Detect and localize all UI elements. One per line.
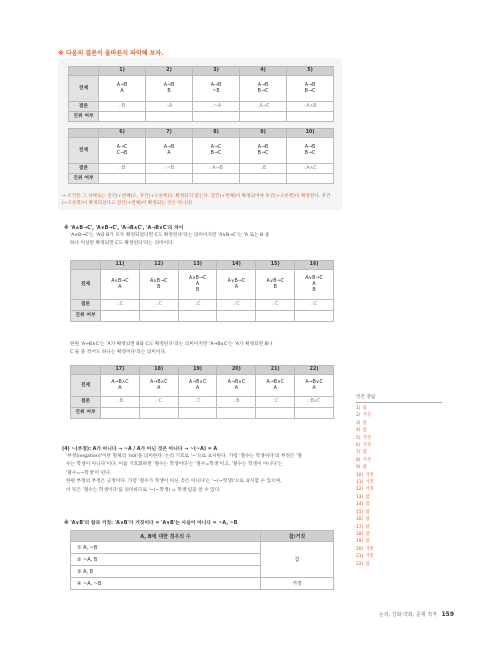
answer-number: 10) (356, 472, 364, 478)
premise-line: A (118, 284, 122, 290)
truth-blank-cell (240, 112, 287, 122)
premise-line: A→C (116, 144, 128, 150)
conclusion-cell: ∴B (99, 164, 146, 174)
conclusion-row (69, 102, 334, 112)
answer-value: 참 (362, 428, 367, 434)
answer-item (356, 427, 442, 434)
answer-number: 9) (356, 465, 361, 471)
table-row (71, 542, 334, 554)
truth-blank-cell (101, 311, 140, 322)
row-label-conclusion: 결론 (71, 397, 101, 408)
truth-row (69, 112, 334, 122)
section-title: ※ 다음의 결론이 올바른지 파악해 보자. (58, 50, 164, 57)
header-cell: 9) (240, 129, 287, 138)
header-cell: 2) (146, 67, 193, 76)
truth-table-or (70, 530, 334, 590)
truth-blank-cell (217, 311, 256, 322)
premise-cell (217, 270, 256, 300)
premise-line: C→B (116, 150, 128, 156)
premise-line: A (273, 385, 277, 391)
answer-value: 참 (365, 524, 370, 530)
conclusion-cell: ∴C (101, 300, 140, 311)
premise-line: A→B∨C (305, 379, 323, 385)
premise-cell (256, 375, 295, 397)
premise-cell (99, 76, 146, 102)
premise-line: B→C (210, 150, 222, 156)
answer-item (356, 464, 442, 471)
truth-blank-cell (99, 112, 146, 122)
premise-cell (99, 138, 146, 164)
answer-value: 거짓 (365, 487, 374, 493)
premise-line: A→B (257, 82, 269, 88)
truth-blank-cell (193, 112, 240, 122)
premise-cell (139, 375, 178, 397)
answer-item (356, 472, 442, 479)
row-label-premise: 전제 (69, 76, 99, 102)
header-corner (69, 67, 99, 76)
answer-item (356, 494, 442, 501)
answer-item (356, 412, 442, 419)
header-cell: 14) (217, 261, 256, 270)
answer-panel-title: 빈칸 정답 (356, 394, 442, 403)
answer-item (356, 501, 442, 508)
answer-item (356, 420, 442, 427)
text-line: 한편 부정의 부정은 긍정이다. 가령 '철수가 학생이 아닌 것은 아니다'는 '~(~학생)'으로 표시할 수 있으며, (66, 479, 282, 485)
header-cell: 19) (178, 366, 217, 375)
answer-value: 참 (365, 502, 370, 508)
conclusion-cell: ∴A∧B (287, 102, 334, 112)
premise-line: A (312, 385, 316, 391)
bullet-title-5: ※ 'A∨B'의 참과 거짓: 'A∨B'가 거짓이다 = 'A∨B'는 사실이 아니다 = ~A, ~B (64, 521, 238, 526)
conclusion-cell: ∴B (101, 397, 140, 408)
premise-row (71, 270, 334, 300)
truth-false-cell: 거짓 (261, 578, 334, 590)
premise-cell (295, 270, 334, 300)
answer-number: 7) (356, 450, 361, 456)
truth-true-cell: 참 (261, 542, 334, 578)
premise-line: A→B (163, 82, 175, 88)
premise-row (71, 375, 334, 397)
text-line: 하나 이상만 확정되면 C도 확정된다'라는 의미이다. (70, 241, 175, 247)
premise-line: B→C (304, 150, 316, 156)
logic-table-1 (68, 66, 334, 122)
answer-value: 거짓 (362, 457, 371, 463)
answer-value: 거짓 (365, 546, 374, 552)
premise-line: A (157, 385, 161, 391)
premise-line: A (120, 88, 124, 94)
row-label-premise: 전제 (69, 138, 99, 164)
premise-cell (217, 375, 256, 397)
premise-cell (101, 375, 140, 397)
answer-item (356, 531, 442, 538)
case-cell: ④ ~A, ~B (71, 578, 261, 590)
conclusion-cell: ∴C (139, 300, 178, 311)
premise-line: B→C (257, 150, 269, 156)
answer-item (356, 479, 442, 486)
conclusion-cell: ∴B (240, 164, 287, 174)
case-cell: ② ~A, B (71, 554, 261, 566)
premise-line: B (273, 284, 277, 290)
row-label-conclusion: 결론 (71, 300, 101, 311)
header-cell: 8) (193, 129, 240, 138)
premise-line: B (157, 284, 161, 290)
premise-line: A (234, 385, 239, 391)
header-cell: 22) (295, 366, 334, 375)
table-header-row (71, 366, 334, 375)
answer-value: 거짓 (362, 413, 371, 419)
answer-value: 참 (362, 420, 367, 426)
answer-value: 거짓 (365, 472, 374, 478)
truth-row (69, 174, 334, 184)
paragraph-3 (70, 341, 350, 358)
answer-number: 1) (356, 406, 361, 411)
premise-cell (146, 138, 193, 164)
header-corner (71, 366, 101, 375)
premise-cell (287, 76, 334, 102)
answer-number: 16) (356, 517, 364, 523)
answer-value: 참 (362, 450, 367, 456)
premise-line: A→C (210, 144, 222, 150)
text-line: 한편 'A→B∧C'는 'A가 확정되면 B와 C도 확정된다'라는 의미이지만 'A→B∨C'는 'A가 확정되면 B나 (70, 342, 273, 347)
premise-line: A (167, 150, 171, 156)
premise-cell (178, 375, 217, 397)
header-cell: 1) (99, 67, 146, 76)
truth-blank-cell (295, 408, 334, 419)
note-conditional: → 조건문 그 자체로는 전건(+번째)도, 후건(+오른쪽)도 확정되지 않는다. 전건(+번째)이 확정되어야 후건(+오른쪽)이 확정된다. 후건(+오른쪽)이 확정되었다고 전건(+번째)이 확정되는 것은 아니다! (62, 194, 331, 206)
answer-number: 4) (356, 428, 361, 434)
conclusion-cell: ∴C (256, 397, 295, 408)
answer-number: 5) (356, 435, 361, 441)
premise-line: B (195, 287, 200, 293)
conclusion-cell: ∴C (256, 300, 295, 311)
answer-item (356, 561, 442, 568)
conclusion-row (69, 164, 334, 174)
premise-cell (178, 270, 217, 300)
answer-item (356, 449, 442, 456)
truth-blank-cell (240, 174, 287, 184)
conclusion-row (71, 397, 334, 408)
answer-value: 참 (362, 406, 367, 411)
premise-cell (256, 270, 295, 300)
answer-item (356, 509, 442, 516)
truth-blank-cell (178, 311, 217, 322)
conclusion-cell: ∴A→B (193, 164, 240, 174)
answer-item (356, 516, 442, 523)
truth-blank-cell (287, 174, 334, 184)
row-label-premise: 전제 (71, 375, 101, 397)
answer-number: 3) (356, 420, 361, 426)
page-number: 159 (441, 611, 454, 618)
premise-line: B (312, 287, 316, 293)
premise-line: A (312, 281, 316, 287)
section-4-text (66, 453, 352, 495)
answer-list (356, 405, 442, 568)
answer-number: 13) (356, 494, 364, 500)
header-cell: 16) (295, 261, 334, 270)
premise-cell (139, 270, 178, 300)
premise-cell (101, 270, 140, 300)
truth-row (71, 408, 334, 419)
truth-blank-cell (287, 112, 334, 122)
header-cell: 21) (256, 366, 295, 375)
premise-line: A→B∨C (266, 379, 284, 385)
premise-line: A∧B→C (188, 275, 207, 281)
answer-value: 참 (365, 509, 370, 515)
premise-line: A∨B→C (266, 278, 284, 284)
header-corner (71, 261, 101, 270)
answer-item (356, 457, 442, 464)
answer-item (356, 538, 442, 545)
table-header-row (71, 531, 334, 542)
header-cell: 20) (217, 366, 256, 375)
row-label-conclusion: 결론 (69, 164, 99, 174)
answer-item (356, 442, 442, 449)
header-cell: 4) (240, 67, 287, 76)
truth-blank-cell (146, 174, 193, 184)
answer-number: 2) (356, 413, 361, 419)
premise-cell (193, 76, 240, 102)
answer-value: 거짓 (365, 480, 374, 486)
truth-row (71, 311, 334, 322)
logic-table-2 (68, 128, 334, 184)
answer-value: 참 (365, 531, 370, 537)
header-cell: 13) (178, 261, 217, 270)
answer-item (356, 524, 442, 531)
premise-line: A (234, 284, 239, 290)
premise-cell (240, 76, 287, 102)
answer-number: 11) (356, 480, 364, 486)
header-cell: 7) (146, 129, 193, 138)
premise-line: A→B∨C (227, 379, 246, 385)
answer-number: 17) (356, 524, 364, 530)
header-cell: 6) (99, 129, 146, 138)
header-cell: 5) (287, 67, 334, 76)
premise-line: A∧B→C (150, 278, 168, 284)
answer-value: 거짓 (365, 554, 374, 560)
text-line: 수는 학생이 아니다'이다. 이를 기호화하면 '철수는 학생이다'는 '철수=학생'이고, '철수는 학생이 아니다'는 (66, 462, 283, 468)
premise-line: A→B∧C (188, 379, 207, 385)
text-line: 'A∧B→C'는 'A와 B가 모두 확정되었다면 C도 확정된다'라는 의미이지만 'A∨B→C'는 'A 또는 B 중 (70, 233, 270, 238)
premise-line: B→C (257, 88, 269, 94)
answer-item (356, 553, 442, 560)
premise-line: A→B (257, 144, 269, 150)
conclusion-cell: ∴C (178, 300, 217, 311)
header-truth: 참/거짓 (261, 531, 334, 542)
premise-line: A (118, 385, 122, 391)
premise-cell (287, 138, 334, 164)
conclusion-cell: ∴B∨C (295, 397, 334, 408)
premise-line: A→B (210, 82, 222, 88)
answer-number: 12) (356, 487, 364, 493)
answer-number: 15) (356, 509, 364, 515)
text-line: 이 뜻은 '철수는 학생이다'를 의미하므로 '~(~학생) = 학생'임을 알 수 있다. (66, 487, 221, 493)
case-cell: ③ A, B (71, 566, 261, 578)
truth-blank-cell (99, 174, 146, 184)
answer-panel (356, 394, 442, 568)
truth-blank-cell (256, 408, 295, 419)
answer-item (356, 486, 442, 493)
premise-cell (295, 375, 334, 397)
logic-table-3 (70, 260, 334, 322)
text-line: C 둘 중 적어도 하나는 확정이다'라는 의미이다. (70, 350, 167, 356)
conclusion-cell: ∴C (178, 397, 217, 408)
answer-value: 참 (365, 494, 370, 500)
case-cell: ① A, ~B (71, 542, 261, 554)
header-corner (69, 129, 99, 138)
answer-number: 19) (356, 539, 364, 545)
answer-number: 20) (356, 546, 364, 552)
truth-blank-cell (193, 174, 240, 184)
premise-line: A∨B→C (305, 275, 323, 281)
footer-label: 논리, 강화·약화, 문제 적격 (379, 612, 437, 618)
answer-number: 6) (356, 443, 361, 449)
truth-blank-cell (256, 311, 295, 322)
truth-blank-cell (101, 408, 140, 419)
answer-item (356, 405, 442, 412)
truth-blank-cell (139, 311, 178, 322)
premise-line: A→B∧C (111, 379, 129, 385)
table-header-row (69, 67, 334, 76)
answer-number: 21) (356, 554, 364, 560)
header-cell: 15) (256, 261, 295, 270)
truth-blank-cell (139, 408, 178, 419)
truth-blank-cell (178, 408, 217, 419)
header-cell: 11) (101, 261, 140, 270)
row-label-premise: 전제 (71, 270, 101, 300)
premise-row (69, 76, 334, 102)
header-cases: A, B에 대한 경우의 수 (71, 531, 261, 542)
answer-value: 참 (365, 517, 370, 523)
premise-line: A∨B→C (227, 278, 246, 284)
conclusion-cell: ∴B (217, 397, 256, 408)
answer-value: 참 (362, 465, 367, 471)
answer-item (356, 546, 442, 553)
answer-number: 14) (356, 502, 364, 508)
premise-cell (193, 138, 240, 164)
conclusion-cell: ∴B (99, 102, 146, 112)
conclusion-cell: ∴C (217, 300, 256, 311)
premise-cell (240, 138, 287, 164)
premise-cell (146, 76, 193, 102)
conclusion-cell: ∴~B (146, 164, 193, 174)
truth-blank-cell (217, 408, 256, 419)
premise-line: A (195, 385, 200, 391)
conclusion-cell: ∴A∧C (287, 164, 334, 174)
row-label-conclusion: 결론 (69, 102, 99, 112)
logic-table-4 (70, 365, 334, 419)
conclusion-cell: ∴C (139, 397, 178, 408)
answer-value: 거짓 (362, 435, 371, 441)
answer-value: 참 (365, 539, 370, 545)
premise-line: A→B (116, 82, 128, 88)
answer-value: 참 (365, 561, 370, 567)
bullet-text-2 (70, 232, 350, 249)
premise-line: A (195, 281, 200, 287)
conclusion-cell: ∴~A (193, 102, 240, 112)
answer-item (356, 435, 442, 442)
truth-blank-cell (146, 112, 193, 122)
truth-blank-cell (295, 311, 334, 322)
answer-number: 18) (356, 531, 364, 537)
conclusion-cell: ∴C (295, 300, 334, 311)
conclusion-cell: ∴A (146, 102, 193, 112)
row-label-truth: 진위 여부 (71, 311, 101, 322)
premise-line: A∧B→C (111, 278, 129, 284)
premise-line: A→B (304, 82, 316, 88)
conclusion-row (71, 300, 334, 311)
premise-row (69, 138, 334, 164)
premise-line: A→B (304, 144, 316, 150)
premise-line: B→C (304, 88, 316, 94)
header-cell: 18) (139, 366, 178, 375)
table-header-row (71, 261, 334, 270)
row-label-truth: 진위 여부 (71, 408, 101, 419)
row-label-truth: 진위 여부 (69, 112, 99, 122)
premise-line: A→B∧C (150, 379, 168, 385)
header-cell: 17) (101, 366, 140, 375)
bullet-title-2: ※ 'A∧B→C', 'A∨B→C', 'A→B∧C', 'A→B∨C'의 차이 (64, 226, 184, 231)
premise-line: A→B (163, 144, 175, 150)
header-cell: 12) (139, 261, 178, 270)
header-cell: 10) (287, 129, 334, 138)
answer-number: 8) (356, 457, 361, 463)
premise-line: B (167, 88, 171, 94)
answer-value: 거짓 (362, 443, 371, 449)
row-label-truth: 진위 여부 (69, 174, 99, 184)
table-row (71, 578, 334, 590)
page-footer (379, 611, 454, 618)
answer-number: 22) (356, 561, 364, 567)
section-4-title: (4) ~(부정): A가 아니다 → ~A / A가 아닌 것은 아니다 → ~(~A) = A (62, 447, 218, 452)
premise-line: ~B (212, 88, 220, 94)
conclusion-cell: ∴A→C (240, 102, 287, 112)
header-cell: 3) (193, 67, 240, 76)
text-line: '부정(negation)'이란 명제의 'not'을 의미한다. 논리 기호로 '~'으로 표시한다. 가령 '철수는 학생이다'의 부정은 '철 (66, 454, 302, 459)
table-header-row (69, 129, 334, 138)
text-line: '철수=~학생'이 된다. (66, 470, 112, 476)
